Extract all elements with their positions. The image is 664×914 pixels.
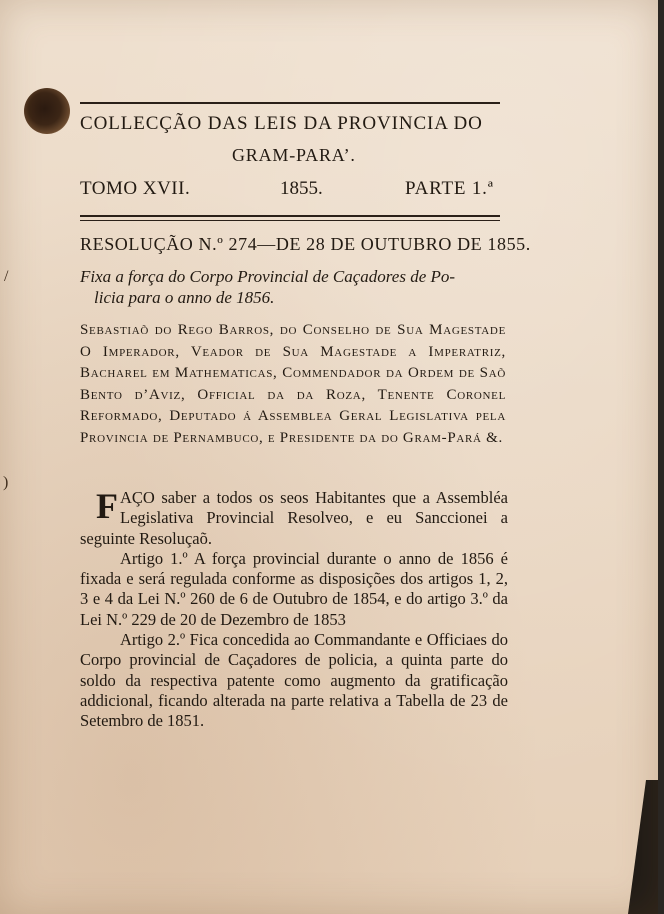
- collection-title-province: GRAM-PARA’.: [232, 145, 356, 165]
- intro-paragraph: [80, 488, 508, 549]
- volume-year: 1855.: [280, 178, 323, 199]
- part-label: PARTE 1.ª: [405, 178, 494, 199]
- preamble-paragraph: Sebastiaõ do Rego Barros, do Conselho de Sua Magestade O Imperador, Veador de Sua Magestade a Imperatriz, Bacharel em Mathematicas, Commendador da Ordem de Saõ Bento d’Aviz, Official da da Roza, Tenente Coronel Reformado, Deputado á Assemblea Geral Legislativa pela Provincia de Pernambuco, e Presidente da do Gram-Pará &.: [80, 322, 506, 446]
- margin-mark: ): [3, 474, 9, 491]
- resolution-subject-line2: licia para o anno de 1856.: [94, 288, 275, 307]
- margin-mark: /: [4, 268, 9, 285]
- intro-text: AÇO saber a todos os seos Habitantes que a Assembléa Legislativa Provincial Resolveo, e eu Sanccionei a seguinte Resoluçaõ.: [80, 488, 508, 548]
- header-top-rule: [80, 102, 500, 104]
- page-edge-shadow: [628, 780, 658, 914]
- header-bottom-rule: [80, 215, 500, 217]
- resolution-heading: RESOLUÇÃO N.º 274—DE 28 DE OUTUBRO DE 1855.: [80, 234, 531, 254]
- drop-cap: F: [96, 486, 118, 526]
- volume-label: TOMO XVII.: [80, 178, 191, 199]
- article-1: Artigo 1.º A força provincial durante o anno de 1856 é fixada e será regulada conforme as disposições dos artigos 1, 2, 3 e 4 da Lei N.º 260 de 6 de Outubro de 1854, e do artigo 3.º da Lei N.º 229 de 20 de Dezembro de 1853: [80, 548, 508, 629]
- resolution-subject: [80, 266, 500, 308]
- header-bottom-rule-thin: [80, 220, 500, 221]
- resolution-body: [80, 488, 508, 732]
- binding-hole: [24, 88, 70, 134]
- collection-title: COLLECÇÃO DAS LEIS DA PROVINCIA DO: [80, 113, 483, 134]
- article-2: Artigo 2.º Fica concedida ao Commandante e Officiaes do Corpo provincial de Caçadores de policia, a quinta parte do soldo da respectiva patente como augmento da gratificação addicional, ficando alterada na parte relativa a Tabella de 23 de Setembro de 1851.: [80, 630, 508, 731]
- resolution-subject-line1: Fixa a força do Corpo Provincial de Caçadores de Po-: [80, 267, 456, 286]
